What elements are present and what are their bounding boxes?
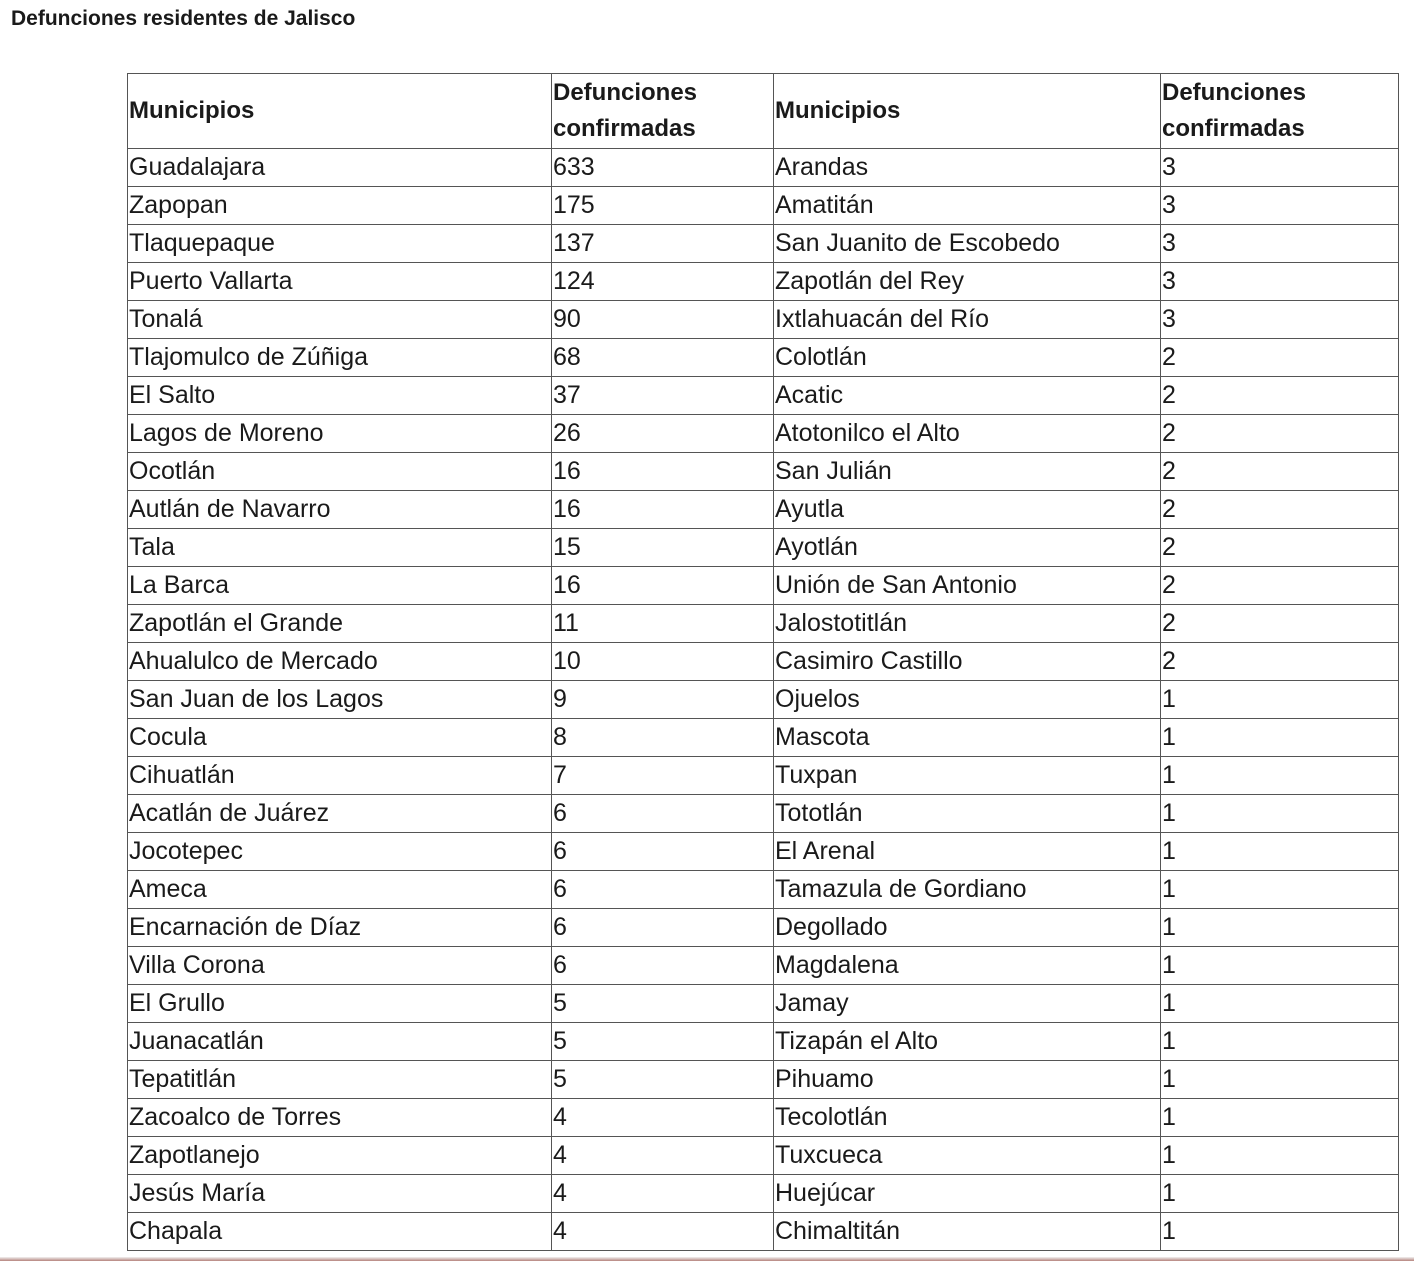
defunciones-right-cell: 3 — [1161, 187, 1399, 225]
table-row — [128, 491, 1399, 529]
municipio-right-cell: Magdalena — [774, 947, 1161, 985]
defunciones-right-cell: 2 — [1161, 605, 1399, 643]
municipio-left-cell: San Juan de los Lagos — [128, 681, 552, 719]
defunciones-left-cell: 5 — [552, 1023, 774, 1061]
municipio-left-cell: Puerto Vallarta — [128, 263, 552, 301]
defunciones-left-cell: 26 — [552, 415, 774, 453]
table-row — [128, 947, 1399, 985]
defunciones-right-cell: 1 — [1161, 719, 1399, 757]
table-row — [128, 1023, 1399, 1061]
municipio-left-cell: Acatlán de Juárez — [128, 795, 552, 833]
defunciones-left-cell: 15 — [552, 529, 774, 567]
table-row — [128, 605, 1399, 643]
defunciones-left-cell: 11 — [552, 605, 774, 643]
table-row — [128, 567, 1399, 605]
table-row — [128, 453, 1399, 491]
municipio-left-cell: Cocula — [128, 719, 552, 757]
municipio-right-cell: Ixtlahuacán del Río — [774, 301, 1161, 339]
defunciones-left-cell: 6 — [552, 833, 774, 871]
municipio-right-cell: Tuxpan — [774, 757, 1161, 795]
municipio-right-cell: El Arenal — [774, 833, 1161, 871]
defunciones-right-cell: 1 — [1161, 1137, 1399, 1175]
defunciones-right-cell: 3 — [1161, 149, 1399, 187]
municipio-left-cell: Juanacatlán — [128, 1023, 552, 1061]
defunciones-left-cell: 124 — [552, 263, 774, 301]
municipio-right-cell: Tecolotlán — [774, 1099, 1161, 1137]
municipio-right-cell: Chimaltitán — [774, 1213, 1161, 1251]
municipio-right-cell: Tototlán — [774, 795, 1161, 833]
table-row — [128, 681, 1399, 719]
municipio-left-cell: Guadalajara — [128, 149, 552, 187]
municipio-left-cell: Jocotepec — [128, 833, 552, 871]
municipio-right-cell: Jalostotitlán — [774, 605, 1161, 643]
defunciones-right-cell: 1 — [1161, 1175, 1399, 1213]
table-row — [128, 1175, 1399, 1213]
defunciones-right-cell: 1 — [1161, 833, 1399, 871]
table-row — [128, 833, 1399, 871]
defunciones-right-cell: 1 — [1161, 1061, 1399, 1099]
defunciones-left-cell: 4 — [552, 1175, 774, 1213]
municipio-left-cell: Tepatitlán — [128, 1061, 552, 1099]
table-row — [128, 263, 1399, 301]
defunciones-right-cell: 1 — [1161, 681, 1399, 719]
defunciones-right-cell: 2 — [1161, 339, 1399, 377]
municipio-left-cell: Tlajomulco de Zúñiga — [128, 339, 552, 377]
header-defunciones-left: Defunciones confirmadas — [552, 74, 774, 149]
municipio-right-cell: Amatitán — [774, 187, 1161, 225]
table-row — [128, 909, 1399, 947]
municipio-right-cell: San Juanito de Escobedo — [774, 225, 1161, 263]
defunciones-right-cell: 1 — [1161, 795, 1399, 833]
defunciones-left-cell: 5 — [552, 1061, 774, 1099]
defunciones-left-cell: 4 — [552, 1213, 774, 1251]
defunciones-right-cell: 3 — [1161, 301, 1399, 339]
table-row — [128, 795, 1399, 833]
municipio-left-cell: La Barca — [128, 567, 552, 605]
table-row — [128, 985, 1399, 1023]
table-row — [128, 757, 1399, 795]
defunciones-left-cell: 16 — [552, 453, 774, 491]
municipio-right-cell: San Julián — [774, 453, 1161, 491]
defunciones-left-cell: 5 — [552, 985, 774, 1023]
defunciones-left-cell: 68 — [552, 339, 774, 377]
window-bottom-edge — [0, 1257, 1414, 1261]
municipio-left-cell: Jesús María — [128, 1175, 552, 1213]
defunciones-left-cell: 6 — [552, 795, 774, 833]
municipio-right-cell: Arandas — [774, 149, 1161, 187]
header-municipios-right: Municipios — [774, 74, 1161, 149]
defunciones-left-cell: 7 — [552, 757, 774, 795]
table-row — [128, 1213, 1399, 1251]
municipio-right-cell: Jamay — [774, 985, 1161, 1023]
table-row — [128, 719, 1399, 757]
defunciones-right-cell: 1 — [1161, 947, 1399, 985]
defunciones-left-cell: 6 — [552, 947, 774, 985]
municipio-left-cell: Cihuatlán — [128, 757, 552, 795]
defunciones-right-cell: 1 — [1161, 757, 1399, 795]
defunciones-left-cell: 9 — [552, 681, 774, 719]
defunciones-right-cell: 1 — [1161, 909, 1399, 947]
defunciones-right-cell: 2 — [1161, 453, 1399, 491]
table-row — [128, 301, 1399, 339]
defunciones-left-cell: 175 — [552, 187, 774, 225]
table-row — [128, 225, 1399, 263]
municipio-right-cell: Ayotlán — [774, 529, 1161, 567]
municipio-left-cell: Ahualulco de Mercado — [128, 643, 552, 681]
table-body — [128, 149, 1399, 1251]
header-row — [128, 74, 1399, 149]
municipio-left-cell: Tonalá — [128, 301, 552, 339]
table-row — [128, 415, 1399, 453]
municipio-left-cell: Ocotlán — [128, 453, 552, 491]
table-row — [128, 529, 1399, 567]
municipio-right-cell: Mascota — [774, 719, 1161, 757]
defunciones-right-cell: 2 — [1161, 643, 1399, 681]
defunciones-left-cell: 137 — [552, 225, 774, 263]
table-row — [128, 1061, 1399, 1099]
municipio-left-cell: Zapotlanejo — [128, 1137, 552, 1175]
table-row — [128, 643, 1399, 681]
defunciones-right-cell: 2 — [1161, 491, 1399, 529]
municipio-left-cell: Zapopan — [128, 187, 552, 225]
deaths-table — [127, 73, 1399, 1251]
defunciones-left-cell: 633 — [552, 149, 774, 187]
defunciones-left-cell: 90 — [552, 301, 774, 339]
municipio-right-cell: Casimiro Castillo — [774, 643, 1161, 681]
defunciones-left-cell: 8 — [552, 719, 774, 757]
municipio-right-cell: Atotonilco el Alto — [774, 415, 1161, 453]
municipio-left-cell: Tlaquepaque — [128, 225, 552, 263]
municipio-right-cell: Tuxcueca — [774, 1137, 1161, 1175]
municipio-right-cell: Tamazula de Gordiano — [774, 871, 1161, 909]
municipio-right-cell: Unión de San Antonio — [774, 567, 1161, 605]
page-title: Defunciones residentes de Jalisco — [11, 7, 356, 30]
table-row — [128, 187, 1399, 225]
municipio-right-cell: Colotlán — [774, 339, 1161, 377]
municipio-left-cell: El Grullo — [128, 985, 552, 1023]
defunciones-left-cell: 4 — [552, 1137, 774, 1175]
municipio-left-cell: El Salto — [128, 377, 552, 415]
municipio-right-cell: Tizapán el Alto — [774, 1023, 1161, 1061]
defunciones-right-cell: 1 — [1161, 871, 1399, 909]
defunciones-right-cell: 1 — [1161, 1099, 1399, 1137]
municipio-right-cell: Ayutla — [774, 491, 1161, 529]
defunciones-left-cell: 4 — [552, 1099, 774, 1137]
defunciones-right-cell: 1 — [1161, 1213, 1399, 1251]
defunciones-left-cell: 10 — [552, 643, 774, 681]
header-municipios-left: Municipios — [128, 74, 552, 149]
defunciones-right-cell: 3 — [1161, 263, 1399, 301]
defunciones-right-cell: 2 — [1161, 377, 1399, 415]
municipio-right-cell: Acatic — [774, 377, 1161, 415]
municipio-right-cell: Huejúcar — [774, 1175, 1161, 1213]
header-defunciones-right: Defunciones confirmadas — [1161, 74, 1399, 149]
table-row — [128, 149, 1399, 187]
defunciones-left-cell: 16 — [552, 567, 774, 605]
defunciones-left-cell: 6 — [552, 871, 774, 909]
municipio-right-cell: Pihuamo — [774, 1061, 1161, 1099]
municipio-right-cell: Ojuelos — [774, 681, 1161, 719]
defunciones-right-cell: 1 — [1161, 985, 1399, 1023]
defunciones-right-cell: 2 — [1161, 415, 1399, 453]
defunciones-right-cell: 2 — [1161, 567, 1399, 605]
municipio-left-cell: Ameca — [128, 871, 552, 909]
municipio-left-cell: Encarnación de Díaz — [128, 909, 552, 947]
table-row — [128, 1137, 1399, 1175]
municipio-left-cell: Zapotlán el Grande — [128, 605, 552, 643]
municipio-right-cell: Degollado — [774, 909, 1161, 947]
municipio-left-cell: Tala — [128, 529, 552, 567]
defunciones-left-cell: 16 — [552, 491, 774, 529]
defunciones-left-cell: 37 — [552, 377, 774, 415]
municipio-left-cell: Chapala — [128, 1213, 552, 1251]
municipio-left-cell: Lagos de Moreno — [128, 415, 552, 453]
table-row — [128, 339, 1399, 377]
table-header — [128, 74, 1399, 149]
municipio-right-cell: Zapotlán del Rey — [774, 263, 1161, 301]
table-row — [128, 871, 1399, 909]
defunciones-right-cell: 3 — [1161, 225, 1399, 263]
municipio-left-cell: Zacoalco de Torres — [128, 1099, 552, 1137]
defunciones-left-cell: 6 — [552, 909, 774, 947]
municipio-left-cell: Villa Corona — [128, 947, 552, 985]
defunciones-right-cell: 2 — [1161, 529, 1399, 567]
municipio-left-cell: Autlán de Navarro — [128, 491, 552, 529]
table-row — [128, 1099, 1399, 1137]
table-row — [128, 377, 1399, 415]
defunciones-right-cell: 1 — [1161, 1023, 1399, 1061]
